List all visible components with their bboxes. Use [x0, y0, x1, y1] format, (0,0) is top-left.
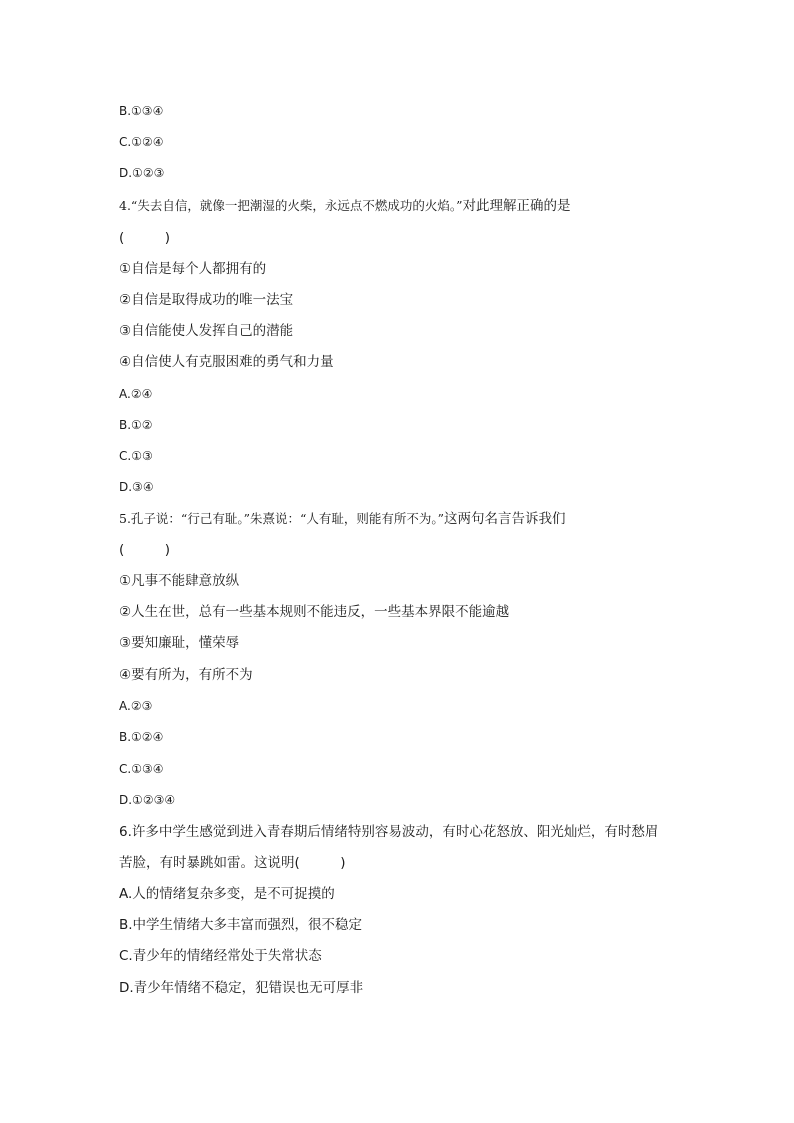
q4-statement-3: ③自信能使人发挥自己的潜能	[119, 323, 294, 339]
q4-stem	[119, 196, 684, 216]
q6-option-c: C.青少年的情绪经常处于失常状态	[119, 948, 322, 964]
q5-option-b: B.①②④	[119, 730, 164, 744]
q5-answer-blank: ( )	[119, 542, 171, 558]
q5-quote: 5.孔子说：“行己有耻。”朱熹说：“人有耻，则能有所不为。”	[119, 511, 444, 526]
q5-statement-3: ③要知廉耻，懂荣辱	[119, 635, 240, 651]
q4-statement-1: ①自信是每个人都拥有的	[119, 261, 267, 277]
q5-option-a: A.②③	[119, 699, 153, 713]
q5-statement-2: ②人生在世，总有一些基本规则不能违反，一些基本界限不能逾越	[119, 604, 510, 620]
q4-statement-4: ④自信使人有克服困难的勇气和力量	[119, 354, 334, 370]
q5-statement-4: ④要有所为，有所不为	[119, 667, 253, 683]
q4-option-c: C.①③	[119, 449, 153, 463]
q4-quote: 4.“失去自信，就像一把潮湿的火柴，永远点不燃成功的火焰。”	[119, 198, 463, 213]
q5-stem-tail: 这两句名言告诉我们	[444, 511, 566, 527]
q5-statement-1: ①凡事不能肆意放纵	[119, 573, 240, 589]
q6-option-b: B.中学生情绪大多丰富而强烈，很不稳定	[119, 917, 363, 933]
q6-option-d: D.青少年情绪不稳定，犯错误也无可厚非	[119, 980, 364, 996]
q5-option-d: D.①②③④	[119, 793, 176, 807]
q3-option-c: C.①②④	[119, 135, 164, 149]
q6-stem-line-2: 苦脸，有时暴跳如雷。这说明( )	[119, 855, 346, 871]
q6-stem-line-1: 6.许多中学生感觉到进入青春期后情绪特别容易波动，有时心花怒放、阳光灿烂，有时愁眉	[119, 824, 659, 840]
q4-answer-blank: ( )	[119, 230, 171, 246]
q3-option-d: D.①②③	[119, 166, 165, 180]
q4-option-a: A.②④	[119, 387, 153, 401]
q3-option-b: B.①③④	[119, 104, 164, 118]
q5-option-c: C.①③④	[119, 762, 164, 776]
q4-option-d: D.③④	[119, 480, 154, 494]
q4-option-b: B.①②	[119, 418, 153, 432]
q4-statement-2: ②自信是取得成功的唯一法宝	[119, 292, 294, 308]
q5-stem	[119, 509, 684, 529]
q4-stem-tail: 对此理解正确的是	[462, 198, 571, 214]
q6-option-a: A.人的情绪复杂多变，是不可捉摸的	[119, 886, 335, 902]
